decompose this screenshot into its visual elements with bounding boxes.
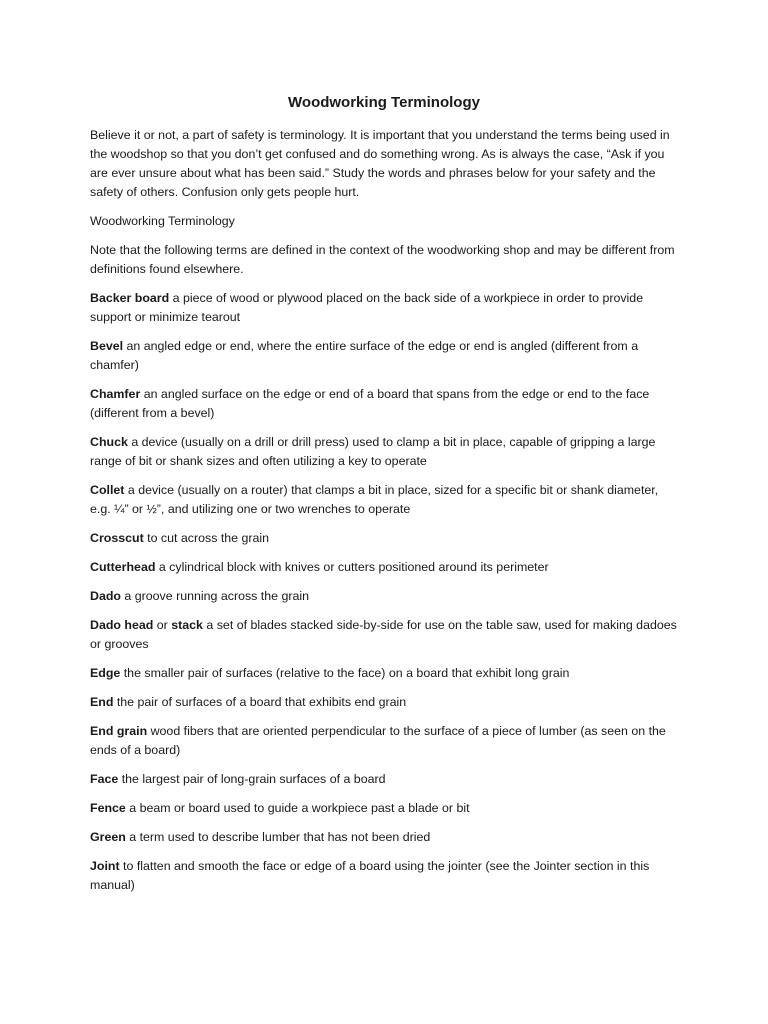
subheading: Woodworking Terminology [90, 214, 235, 228]
intro-paragraph: Believe it or not, a part of safety is terminology. It is important that you understand the terms being used in the woodshop so that you don’t get confused and do something wrong. As is always the case, “Ask if you are ever unsure about what has been said.” Study the words and phrases below for your safety and the safety of others. Confusion only gets people hurt. [90, 128, 670, 199]
term-definition: a cylindrical block with knives or cutters positioned around its perimeter [155, 560, 549, 574]
term-definition: the smaller pair of surfaces (relative to the face) on a board that exhibit long grain [120, 666, 570, 680]
term-entry [90, 558, 678, 577]
term-definition: a term used to describe lumber that has not been dried [125, 830, 431, 844]
term-entry [90, 616, 678, 654]
term-entry [90, 664, 678, 683]
term-entry [90, 722, 678, 760]
term-name: Crosscut [90, 531, 144, 545]
term-definition: a groove running across the grain [120, 589, 310, 603]
term-definition: to flatten and smooth the face or edge of a board using the jointer (see the Jointer section in this manual) [90, 859, 650, 892]
term-definition: wood fibers that are oriented perpendicular to the surface of a piece of lumber (as seen on the ends of a board) [90, 724, 666, 757]
term-name-alt: stack [171, 618, 203, 632]
term-definition: a device (usually on a drill or drill press) used to clamp a bit in place, capable of gripping a large range of bit or shank sizes and often utilizing a key to operate [90, 435, 656, 468]
term-entry [90, 433, 678, 471]
term-entry [90, 857, 678, 895]
term-definition: a piece of wood or plywood placed on the back side of a workpiece in order to provide support or minimize tearout [90, 291, 644, 324]
term-connector: or [153, 618, 172, 632]
document-title: Woodworking Terminology [288, 94, 480, 111]
term-definition: a beam or board used to guide a workpiece past a blade or bit [125, 801, 470, 815]
term-name: End grain [90, 724, 148, 738]
term-definition: a device (usually on a router) that clamps a bit in place, sized for a specific bit or shank diameter, e.g. ¼” or ½”, and utilizing one or two wrenches to operate [90, 483, 659, 516]
term-name: End [90, 695, 114, 709]
term-definition: the largest pair of long-grain surfaces of a board [118, 772, 386, 786]
term-name: Face [90, 772, 119, 786]
term-name: Collet [90, 483, 125, 497]
term-entry [90, 289, 678, 327]
note-paragraph: Note that the following terms are defined in the context of the woodworking shop and may be different from definitions found elsewhere. [90, 243, 675, 276]
term-definition: the pair of surfaces of a board that exhibits end grain [113, 695, 407, 709]
term-name: Cutterhead [90, 560, 156, 574]
term-name: Backer board [90, 291, 170, 305]
term-name: Chamfer [90, 387, 141, 401]
term-name: Fence [90, 801, 126, 815]
term-definition: an angled surface on the edge or end of a board that spans from the edge or end to the face (different from a bevel) [90, 387, 650, 420]
term-entry [90, 481, 678, 519]
term-name: Dado [90, 589, 121, 603]
term-entry [90, 693, 678, 712]
term-name: Dado head [90, 618, 154, 632]
term-entry [90, 587, 678, 606]
term-definition: a set of blades stacked side-by-side for use on the table saw, used for making dadoes or grooves [90, 618, 677, 651]
term-name: Chuck [90, 435, 128, 449]
term-entry [90, 770, 678, 789]
term-name: Bevel [90, 339, 124, 353]
term-entry [90, 828, 678, 847]
term-name: Green [90, 830, 126, 844]
term-name: Edge [90, 666, 121, 680]
term-entry [90, 529, 678, 548]
term-entry [90, 337, 678, 375]
term-entry [90, 385, 678, 423]
term-entry [90, 799, 678, 818]
term-definition: to cut across the grain [143, 531, 270, 545]
term-name: Joint [90, 859, 120, 873]
term-definition: an angled edge or end, where the entire surface of the edge or end is angled (different from a chamfer) [90, 339, 639, 372]
